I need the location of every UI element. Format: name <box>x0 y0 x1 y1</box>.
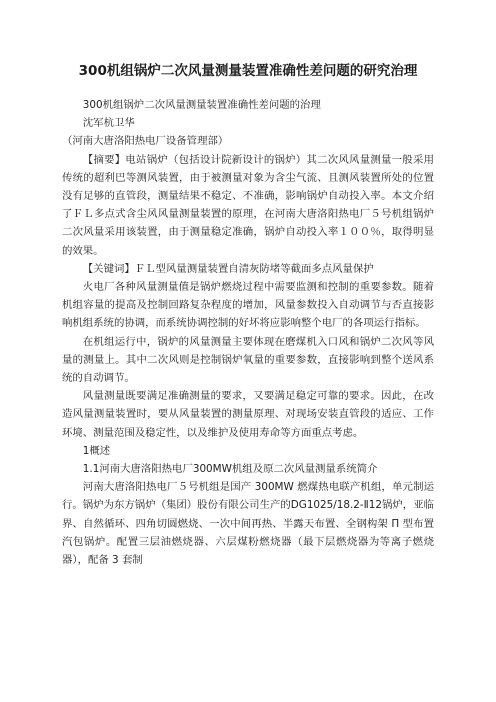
document-subtitle: 300机组锅炉二次风量测量装置准确性差问题的治理 <box>82 99 321 111</box>
body-paragraph-2: 在机组运行中，锅炉的风量测量主要体现在磨煤机入口风和锅炉二次风等风量的测量上。其中二次风则是控制锅炉氧量的重要参数，直接影响到整个送风系统的自动调节。 <box>62 335 434 385</box>
affiliation-line: （河南大唐洛阳热电厂设备管理部） <box>62 135 229 148</box>
body-paragraph-1: 火电厂各种风量测量值是锅炉燃烧过程中需要监测和控制的重要参数。随着机组容量的提高及控制回路复杂程度的增加，风量参数投入自动调节与否直接影响机组系统的协调，而系统协调控制的好坏将应影响整个电厂的各项运行指标。 <box>62 281 434 330</box>
keywords-line: 【关键词】ＦＬ型风量测量装置自清灰防堵等截面多点风量保护 <box>82 262 374 275</box>
body-paragraph-3: 风量测量既要满足准确测量的要求，又要满足稳定可靠的要求。因此，在改造风量测量装置时，要从风量装置的测量原理、对现场安装直管段的适应、工作环境、测量范围及稳定性，以及维护及使用寿命等方面重点考虑。 <box>62 390 434 439</box>
body-paragraph-4: 河南大唐洛阳热电厂５号机组是国产 300MW 燃煤热电联产机组，单元制运行。锅炉为东方锅炉（集团）股份有限公司生产的DG1025/18.2-Ⅱ12锅炉，亚临界、自然循环、四角切圆燃烧、一次中间再热、半露天布置、全钢构架 Π 型布置汽包锅炉。配置三层油燃烧器、六层煤粉燃烧器（最下层燃烧器为等离子燃烧器），配备 3 套制 <box>62 481 434 567</box>
document-title: 300机组锅炉二次风量测量装置准确性差问题的研究治理 <box>78 63 418 79</box>
section-heading-1-1: 1.1河南大唐洛阳热电厂300MW机组及原二次风量测量系统简介 <box>82 463 378 476</box>
section-heading-1: 1概述 <box>82 444 111 457</box>
abstract-paragraph: 【摘要】电站锅炉（包括设计院新设计的锅炉）其二次风风量测量一般采用传统的超利巴等测风装置，由于被测量对象为含尘气流、且测风装置所处的位置没有足够的直管段，测量结果不稳定、不准确，影响锅炉自动投入率。本文介绍了ＦＬ多点式含尘风风量测量装置的原理，在河南大唐洛阳热电厂５号机组锅炉二次风量采用该装置，由于测量稳定准确，锅炉自动投入率１００％，取得明显的效果。 <box>62 153 434 257</box>
author-line: 沈军杭卫华 <box>82 117 135 130</box>
